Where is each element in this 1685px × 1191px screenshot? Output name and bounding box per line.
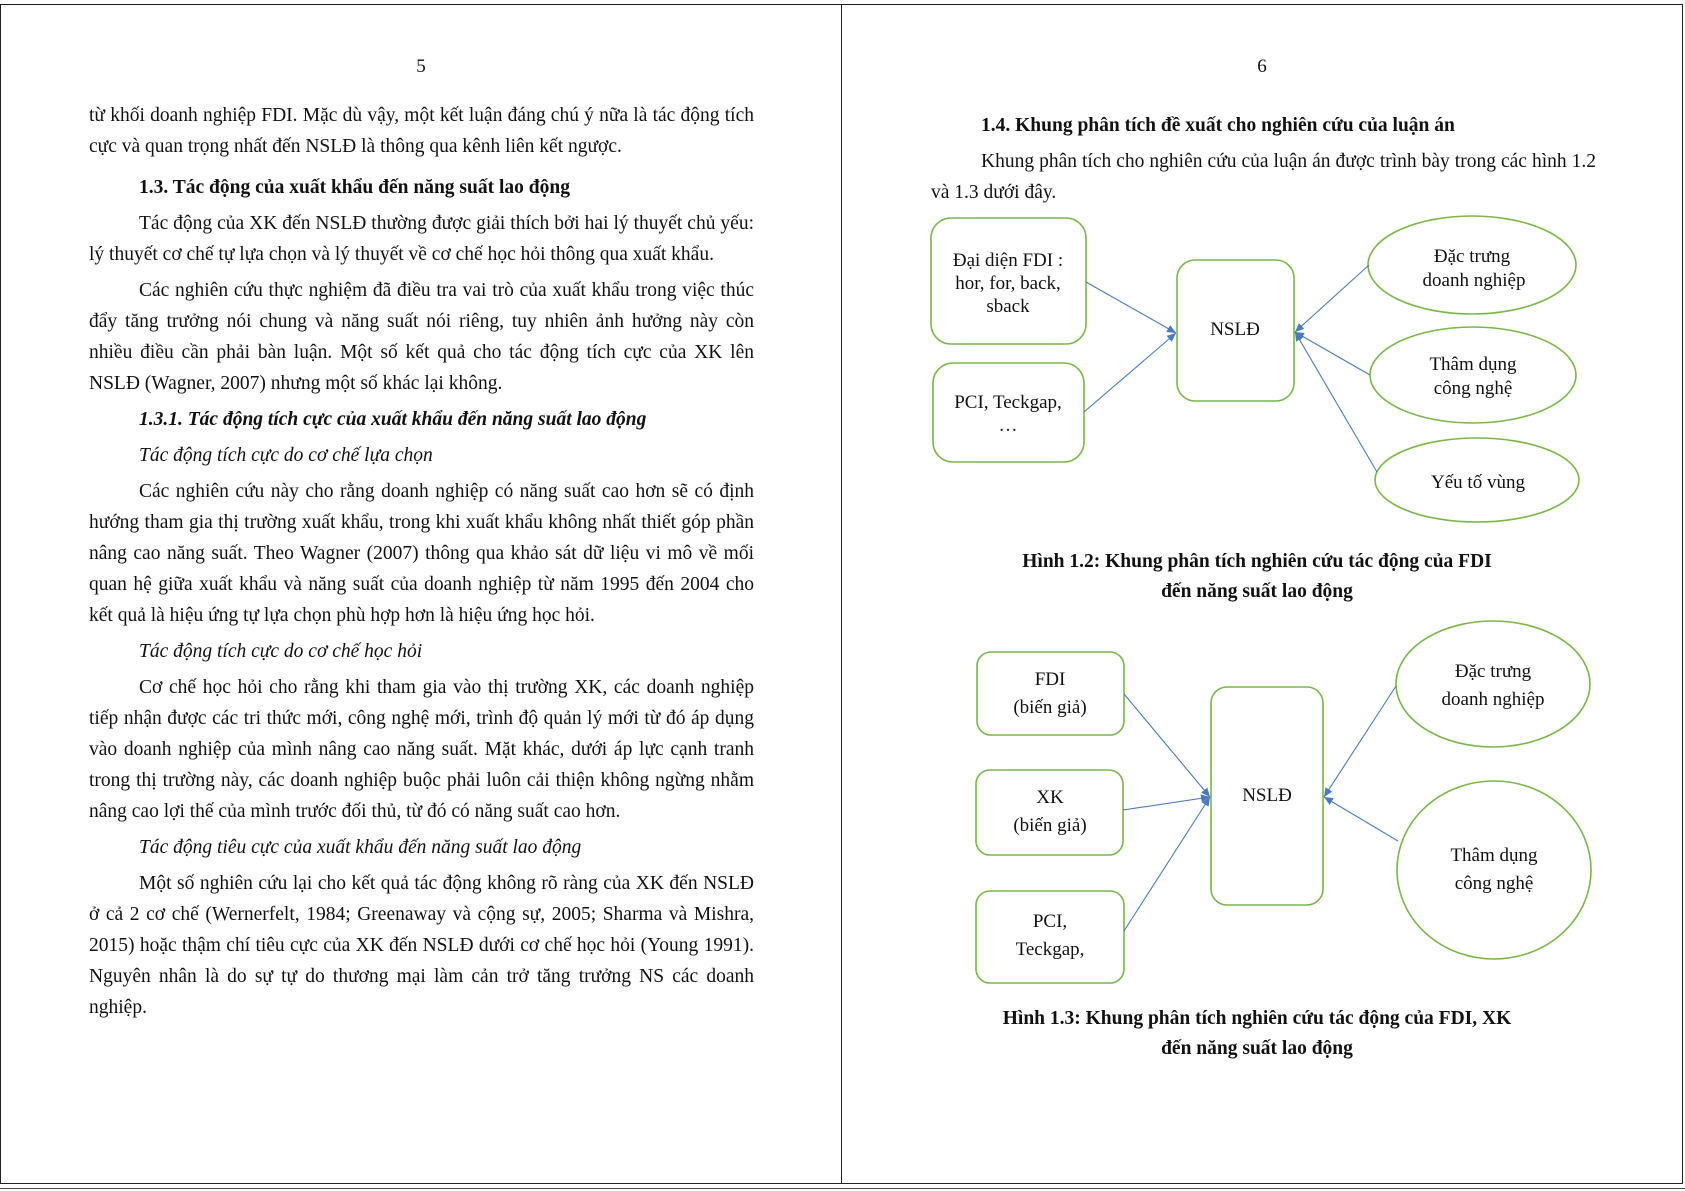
firm-characteristics-ellipse: [1396, 621, 1590, 747]
paragraph: Tác động của XK đến NSLĐ thường được giải thích bởi hai lý thuyết chủ yếu: lý thuyết cơ chế tự lựa chọn và lý thuyết về cơ chế học hỏi thông qua xuất khẩu.: [89, 213, 754, 265]
page-number: 6: [1257, 56, 1267, 77]
pci-teckgap-box: [976, 891, 1124, 983]
arrow: [1123, 797, 1210, 810]
tech-intensity-ellipse: [1370, 327, 1576, 423]
ellipse-label: doanh nghiệp: [1422, 270, 1526, 291]
box-label: hor, for, back,: [955, 273, 1061, 294]
page-number: 5: [416, 56, 426, 77]
ellipse-label: Đặc trưng: [1454, 661, 1532, 682]
tech-intensity-ellipse: [1397, 781, 1591, 959]
box-label: Teckgap,: [1015, 939, 1085, 960]
box-label: XK: [1036, 787, 1064, 808]
bottom-border: [0, 1188, 1685, 1189]
paragraph: Khung phân tích cho nghiên cứu của luận án được trình bày trong các hình 1.2 và 1.3 dưới đây.: [931, 151, 1596, 203]
fdi-dummy-box: [977, 652, 1124, 735]
paragraph: từ khối doanh nghiệp FDI. Mặc dù vậy, một kết luận đáng chú ý nữa là tác động tích cực và quan trọng nhất đến NSLĐ là thông qua kênh liên kết ngược.: [89, 105, 754, 157]
italic-heading: Tác động tích cực do cơ chế lựa chọn: [139, 445, 433, 466]
subsection-heading: 1.3.1. Tác động tích cực của xuất khẩu đến năng suất lao động: [139, 409, 647, 430]
left-page: [0, 0, 841, 1184]
ellipse-label: Đặc trưng: [1433, 246, 1511, 267]
caption-line: Hình 1.3: Khung phân tích nghiên cứu tác động của FDI, XK: [1002, 1008, 1512, 1029]
arrow: [1324, 797, 1398, 841]
arrow: [1124, 797, 1210, 931]
box-label: (biến giả): [1013, 815, 1087, 836]
section-heading: 1.3. Tác động của xuất khẩu đến năng suất lao động: [139, 177, 570, 198]
ellipse-label: Thâm dụng: [1429, 354, 1517, 375]
paragraph: Các nghiên cứu này cho rằng doanh nghiệp có năng suất cao hơn sẽ có định hướng tham gia thị trường xuất khẩu, trong khi xuất khẩu không nhất thiết góp phần nâng cao năng suất. Theo Wagner (2007) thông qua khảo sát dữ liệu vi mô về mối quan hệ giữa xuất khẩu và năng suất của doanh nghiệp từ năm 1995 đến 2004 cho kết quả là hiệu ứng tự lựa chọn phù hợp hơn là hiệu ứng học hỏi.: [89, 481, 754, 626]
section-heading: 1.4. Khung phân tích đề xuất cho nghiên cứu của luận án: [981, 115, 1455, 136]
right-page: [842, 0, 1683, 1184]
caption-line: đến năng suất lao động: [1161, 581, 1353, 602]
figure-1-3-caption: [862, 1004, 1652, 1064]
paragraph: Cơ chế học hỏi cho rằng khi tham gia vào thị trường XK, các doanh nghiệp tiếp nhận được các tri thức mới, công nghệ mới, trình độ quản lý mới từ đó áp dụng vào doanh nghiệp của mình nâng cao năng suất. Mặt khác, dưới áp lực cạnh tranh trong thị trường này, các doanh nghiệp buộc phải luôn cải thiện không ngừng nhằm nâng cao lợi thế của mình trước đối thủ, từ đó có năng suất cao hơn.: [89, 677, 754, 822]
box-label: Đại diện FDI :: [952, 250, 1064, 271]
arrow: [1086, 282, 1176, 333]
ellipse-label: Thâm dụng: [1450, 845, 1538, 866]
arrow: [1124, 694, 1210, 797]
paragraph: Một số nghiên cứu lại cho kết quả tác động không rõ ràng của XK đến NSLĐ ở cả 2 cơ chế (Wernerfelt, 1984; Greenaway và cộng sự, 2005; Sharma và Mishra, 2015) hoặc thậm chí tiêu cực của XK đến NSLĐ dưới cơ chế học hỏi (Young 1991). Nguyên nhân là do sự tự do thương mại làm cản trở tăng trưởng NS các doanh nghiệp.: [89, 873, 754, 1018]
caption-line: đến năng suất lao động: [1161, 1038, 1353, 1059]
ellipse-label: Yếu tố vùng: [1431, 472, 1525, 493]
box-label: sback: [986, 296, 1030, 317]
ellipse-label: doanh nghiệp: [1441, 689, 1545, 710]
xk-dummy-box: [976, 770, 1123, 855]
figure-1-2-caption: [882, 547, 1632, 607]
arrow: [1295, 332, 1370, 375]
arrow: [1295, 332, 1377, 472]
center-label: NSLĐ: [1210, 319, 1260, 340]
arrow: [1324, 686, 1396, 797]
arrow: [1295, 265, 1369, 332]
box-label: PCI,: [1032, 911, 1068, 932]
ellipse-label: công nghệ: [1433, 378, 1513, 399]
caption-line: Hình 1.2: Khung phân tích nghiên cứu tác động của FDI: [1022, 551, 1492, 572]
box-label: …: [998, 415, 1018, 436]
left-page-body: [89, 100, 754, 1028]
italic-heading: Tác động tiêu cực của xuất khẩu đến năng suất lao động: [139, 837, 582, 858]
paragraph: Các nghiên cứu thực nghiệm đã điều tra vai trò của xuất khẩu trong việc thúc đẩy tăng trưởng nói chung và năng suất nói riêng, tuy nhiên ảnh hưởng này còn nhiều điều cần phải bàn luận. Một số kết quả cho tác động tích cực của XK lên NSLĐ (Wagner, 2007) nhưng một số khác lại không.: [89, 280, 754, 394]
box-label: FDI: [1034, 669, 1066, 690]
center-label: NSLĐ: [1242, 785, 1292, 806]
ellipse-label: công nghệ: [1454, 873, 1534, 894]
arrow: [1084, 333, 1176, 412]
box-label: PCI, Teckgap,: [954, 392, 1062, 413]
box-label: (biến giả): [1013, 697, 1087, 718]
italic-heading: Tác động tích cực do cơ chế học hỏi: [139, 641, 423, 662]
